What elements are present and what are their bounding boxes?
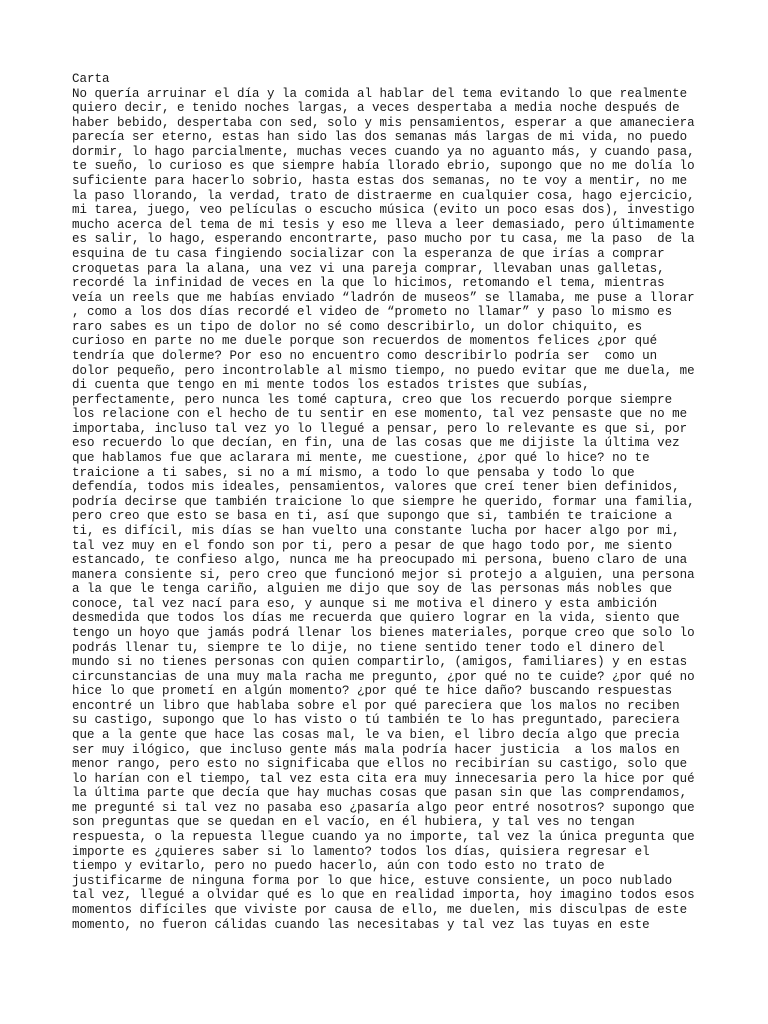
- text-line: eso recuerdo lo que decían, en fin, una de las cosas que me dijiste la última vez: [72, 436, 680, 451]
- text-line: mi tarea, juego, veo películas o escucho música (evito un poco esas dos), investigo: [72, 203, 695, 218]
- text-line: perfectamente, pero nunca les tomé captura, creo que los recuerdo porque siempre: [72, 392, 673, 407]
- text-line: podría decirse que también traicione lo que siempre he querido, formar una familia,: [72, 494, 695, 509]
- text-line: te sueño, lo curioso es que siempre había llorado ebrio, supongo que no me dolía lo: [72, 159, 695, 174]
- text-line: son preguntas que se quedan en el vacío, en él hubiera, y tal ves no tengan: [72, 815, 635, 830]
- text-line: croquetas para la alana, una vez vi una pareja comprar, llevaban unas galletas,: [72, 261, 665, 276]
- text-line: respuesta, o la repuesta llegue cuando ya no importe, tal vez la única pregunta que: [72, 830, 695, 845]
- text-line: suficiente para hacerlo sobrio, hasta estas dos semanas, no te voy a mentir, no me: [72, 174, 688, 189]
- text-line: a la que le tenga cariño, alguien me dijo que soy de las personas más nobles que: [72, 582, 673, 597]
- letter-body: [72, 72, 712, 932]
- text-line: justificarme de ninguna forma por lo que hice, estuve consiente, un poco nublado: [72, 873, 673, 888]
- text-line: di cuenta que tengo en mi mente todos los estados tristes que subías,: [72, 378, 590, 393]
- text-line: los relacione con el hecho de tu sentir en ese momento, tal vez pensaste que no me: [72, 407, 688, 422]
- text-line: estancado, te confieso algo, nunca me ha preocupado mi persona, bueno claro de una: [72, 553, 688, 568]
- text-line: raro sabes es un tipo de dolor no sé como describirlo, un dolor chiquito, es: [72, 319, 643, 334]
- text-line: conoce, tal vez nací para eso, y aunque si me motiva el dinero y esta ambición: [72, 596, 658, 611]
- text-line: tal vez muy en el fondo son por ti, pero a pesar de que hago todo por, me siento: [72, 538, 673, 553]
- text-line: recordé la infinidad de veces en la que lo hicimos, retomando el tema, mientras: [72, 276, 665, 291]
- text-line: manera consiente si, pero creo que funcionó mejor si protejo a alguien, una persona: [72, 567, 695, 582]
- text-line: su castigo, supongo que lo has visto o tú también te lo has preguntado, pareciera: [72, 713, 680, 728]
- text-line: haber bebido, despertaba con sed, solo y mis pensamientos, esperar a que amaneciera: [72, 115, 695, 130]
- text-line: hice lo que prometí en algún momento? ¿por qué te hice daño? buscando respuestas: [72, 684, 673, 699]
- text-line: lo harían con el tiempo, tal vez esta cita era muy innecesaria pero la hice por qué: [72, 771, 695, 786]
- text-line: importe es ¿quieres saber si lo lamento? todos los días, quisiera regresar el: [72, 844, 650, 859]
- text-line: mundo si no tienes personas con quien compartirlo, (amigos, familiares) y en estas: [72, 655, 688, 670]
- text-line: circunstancias de una muy mala racha me pregunto, ¿por qué no te cuide? ¿por qué no: [72, 669, 695, 684]
- text-line: curioso en parte no me duele porque son recuerdos de momentos felices ¿por qué: [72, 334, 658, 349]
- text-line: podrás llenar tu, siempre te lo dije, no tiene sentido tener todo el dinero del: [72, 640, 665, 655]
- text-line: momento, no fueron cálidas cuando las necesitabas y tal vez las tuyas en este: [72, 917, 650, 932]
- text-line: la última parte que decía que hay muchas cosas que pasan sin que las comprendamos,: [72, 786, 688, 801]
- text-line: defendía, todos mis ideales, pensamientos, valores que creí tener bien definidos,: [72, 480, 680, 495]
- text-line: encontré un libro que hablaba sobre el por qué pareciera que los malos no reciben: [72, 698, 680, 713]
- text-line: desmedida que todos los días me recuerda que quiero lograr en la vida, siento que: [72, 611, 680, 626]
- text-line: dolor pequeño, pero incontrolable al mismo tiempo, no puedo evitar que me duela, me: [72, 363, 695, 378]
- text-line: dormir, lo hago parcialmente, muchas veces cuando ya no aguanto más, y cuando pasa,: [72, 144, 695, 159]
- text-line: ti, es difícil, mis días se han vuelto una constante lucha por hacer algo por mi,: [72, 523, 680, 538]
- text-line: esquina de tu casa fingiendo socializar con la esperanza de que irías a comprar: [72, 246, 665, 261]
- text-line: es salir, lo hago, esperando encontrarte, paso mucho por tu casa, me la paso de la: [72, 232, 695, 247]
- text-line: momentos difíciles que viviste por causa de ello, me duelen, mis disculpas de este: [72, 902, 688, 917]
- text-line: parecía ser eterno, estas han sido las dos semanas más largas de mi vida, no puedo: [72, 130, 688, 145]
- text-line: menor rango, pero esto no significaba que ellos no recibirían su castigo, solo que: [72, 757, 688, 772]
- text-line: tiempo y evitarlo, pero no puedo hacerlo, aún con todo esto no trato de: [72, 859, 605, 874]
- document-title: Carta: [72, 72, 110, 86]
- text-line: tendría que dolerme? Por eso no encuentro como describirlo podría ser como un: [72, 348, 658, 363]
- text-line: No quería arruinar el día y la comida al hablar del tema evitando lo que realmente: [72, 86, 688, 101]
- text-line: mucho acerca del tema de mi tesis y eso me lleva a leer demasiado, pero últimamente: [72, 217, 695, 232]
- text-line: traicione a ti sabes, si no a mí mismo, a todo lo que pensaba y todo lo que: [72, 465, 635, 480]
- text-line: quiero decir, e tenido noches largas, a veces despertaba a media noche después de: [72, 101, 680, 116]
- text-line: tal vez, llegué a olvidar qué es lo que en realidad importa, hoy imagino todos esos: [72, 888, 695, 903]
- text-line: ser muy ilógico, que incluso gente más mala podría hacer justicia a los malos en: [72, 742, 680, 757]
- text-line: pero creo que esto se basa en ti, así que supongo que si, también te traicione a: [72, 509, 673, 524]
- text-line: importaba, incluso tal vez yo lo llegué a pensar, pero lo relevante es que si, por: [72, 421, 688, 436]
- text-line: me pregunté si tal vez no pasaba eso ¿pasaría algo peor entré nosotros? supongo que: [72, 800, 695, 815]
- text-line: veía un reels que me habías enviado “ladrón de museos” se llamaba, me puse a llorar: [72, 290, 695, 305]
- text-line: tengo un hoyo que jamás podrá llenar los bienes materiales, porque creo que solo lo: [72, 625, 695, 640]
- text-line: la paso llorando, la verdad, trato de distraerme en cualquier cosa, hago ejercicio,: [72, 188, 695, 203]
- text-line: que hablamos fue que aclarara mi mente, me cuestione, ¿por qué lo hice? no te: [72, 451, 650, 466]
- text-line: , como a los dos días recordé el video de “prometo no llamar” y paso lo mismo es: [72, 305, 673, 320]
- text-line: que a la gente que hace las cosas mal, le va bien, el libro decía algo que precia: [72, 728, 680, 743]
